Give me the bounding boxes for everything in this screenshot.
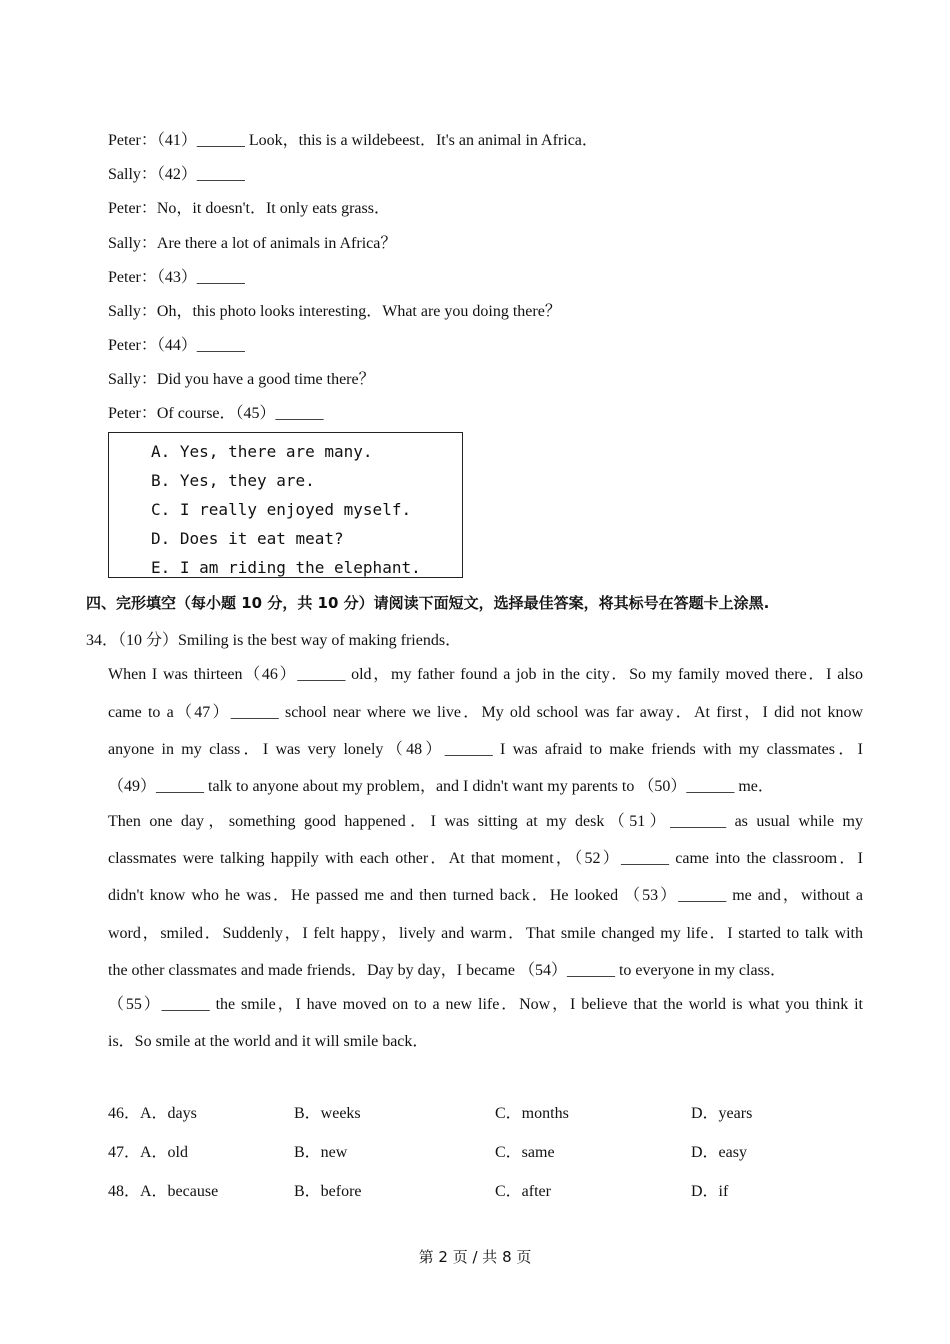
dialogue-line: Peter：No，it doesn't．It only eats grass． (108, 200, 390, 217)
choice-47-c: C．same (495, 1144, 555, 1161)
dialogue-line-42: Sally：（42）______ (108, 166, 245, 183)
passage-line: is．So smile at the world and it will smile back． (108, 1033, 429, 1050)
page-footer: 第 2 页 / 共 8 页 (418, 1248, 532, 1266)
passage-line: When I was thirteen（46）______ old，my father found a job in the city．So my family moved there．I also (108, 666, 863, 683)
passage-line: word，smiled．Suddenly，I felt happy，lively and warm．That smile changed my life．I started to talk with (108, 925, 864, 942)
option-c: C. I really enjoyed myself. (151, 500, 412, 519)
section-title: 四、完形填空（每小题 10 分，共 10 分）请阅读下面短文，选择最佳答案，将其标号在答题卡上涂黑. (86, 594, 770, 612)
choice-47-d: D．easy (691, 1144, 747, 1161)
choice-48-d: D．if (691, 1183, 729, 1200)
choice-46-c: C．months (495, 1105, 569, 1122)
passage-line: anyone in my class．I was very lonely（48）______ I was afraid to make friends with my classmates．I (108, 741, 863, 758)
dialogue-line-44: Peter：（44）______ (108, 337, 245, 354)
choice-46-b: B．weeks (294, 1105, 361, 1122)
option-e: E. I am riding the elephant. (151, 558, 421, 577)
choice-46-a: 46．A．days (108, 1105, 197, 1122)
dialogue-line: Sally：Oh，this photo looks interesting．What are you doing there？ (108, 303, 561, 320)
options-box (108, 432, 463, 578)
choice-row-46 (108, 1100, 868, 1120)
passage-line: （49）______ talk to anyone about my problem，and I didn't want my parents to （50）______ me． (108, 778, 774, 795)
dialogue-line-45: Peter：Of course．（45）______ (108, 405, 324, 422)
dialogue-line-41: Peter：（41）______ Look，this is a wildebeest．It's an animal in Africa． (108, 132, 598, 149)
dialogue-line-43: Peter：（43）______ (108, 269, 245, 286)
passage-line: came to a（47）______ school near where we live．My old school was far away．At first，I did not know (108, 704, 863, 721)
passage-line: didn't know who he was．He passed me and then turned back．He looked （53）______ me and，without a (108, 887, 863, 904)
choice-46-d: D．years (691, 1105, 753, 1122)
passage-line: classmates were talking happily with each other．At that moment，（52）______ came into the classroom．I (108, 850, 863, 867)
choice-48-b: B．before (294, 1183, 362, 1200)
choice-47-a: 47．A．old (108, 1144, 189, 1161)
choice-row-48 (108, 1178, 868, 1198)
dialogue-line: Sally：Did you have a good time there？ (108, 371, 375, 388)
passage-line: the other classmates and made friends．Day by day，I became （54）______ to everyone in my class． (108, 962, 787, 979)
passage-line: （55）______ the smile，I have moved on to a new life．Now，I believe that the world is what you think it (108, 996, 863, 1013)
choice-47-b: B．new (294, 1144, 348, 1161)
choice-row-47 (108, 1139, 868, 1159)
choice-48-c: C．after (495, 1183, 551, 1200)
option-d: D. Does it eat meat? (151, 529, 344, 548)
choice-48-a: 48．A．because (108, 1183, 219, 1200)
option-b: B. Yes, they are. (151, 471, 315, 490)
dialogue-line: Sally：Are there a lot of animals in Africa？ (108, 235, 397, 252)
option-a: A. Yes, there are many. (151, 442, 373, 461)
question-head: 34．（10 分）Smiling is the best way of making friends． (86, 632, 462, 649)
passage-line: Then one day，something good happened．I was sitting at my desk（51）_______ as usual while my (108, 813, 863, 830)
